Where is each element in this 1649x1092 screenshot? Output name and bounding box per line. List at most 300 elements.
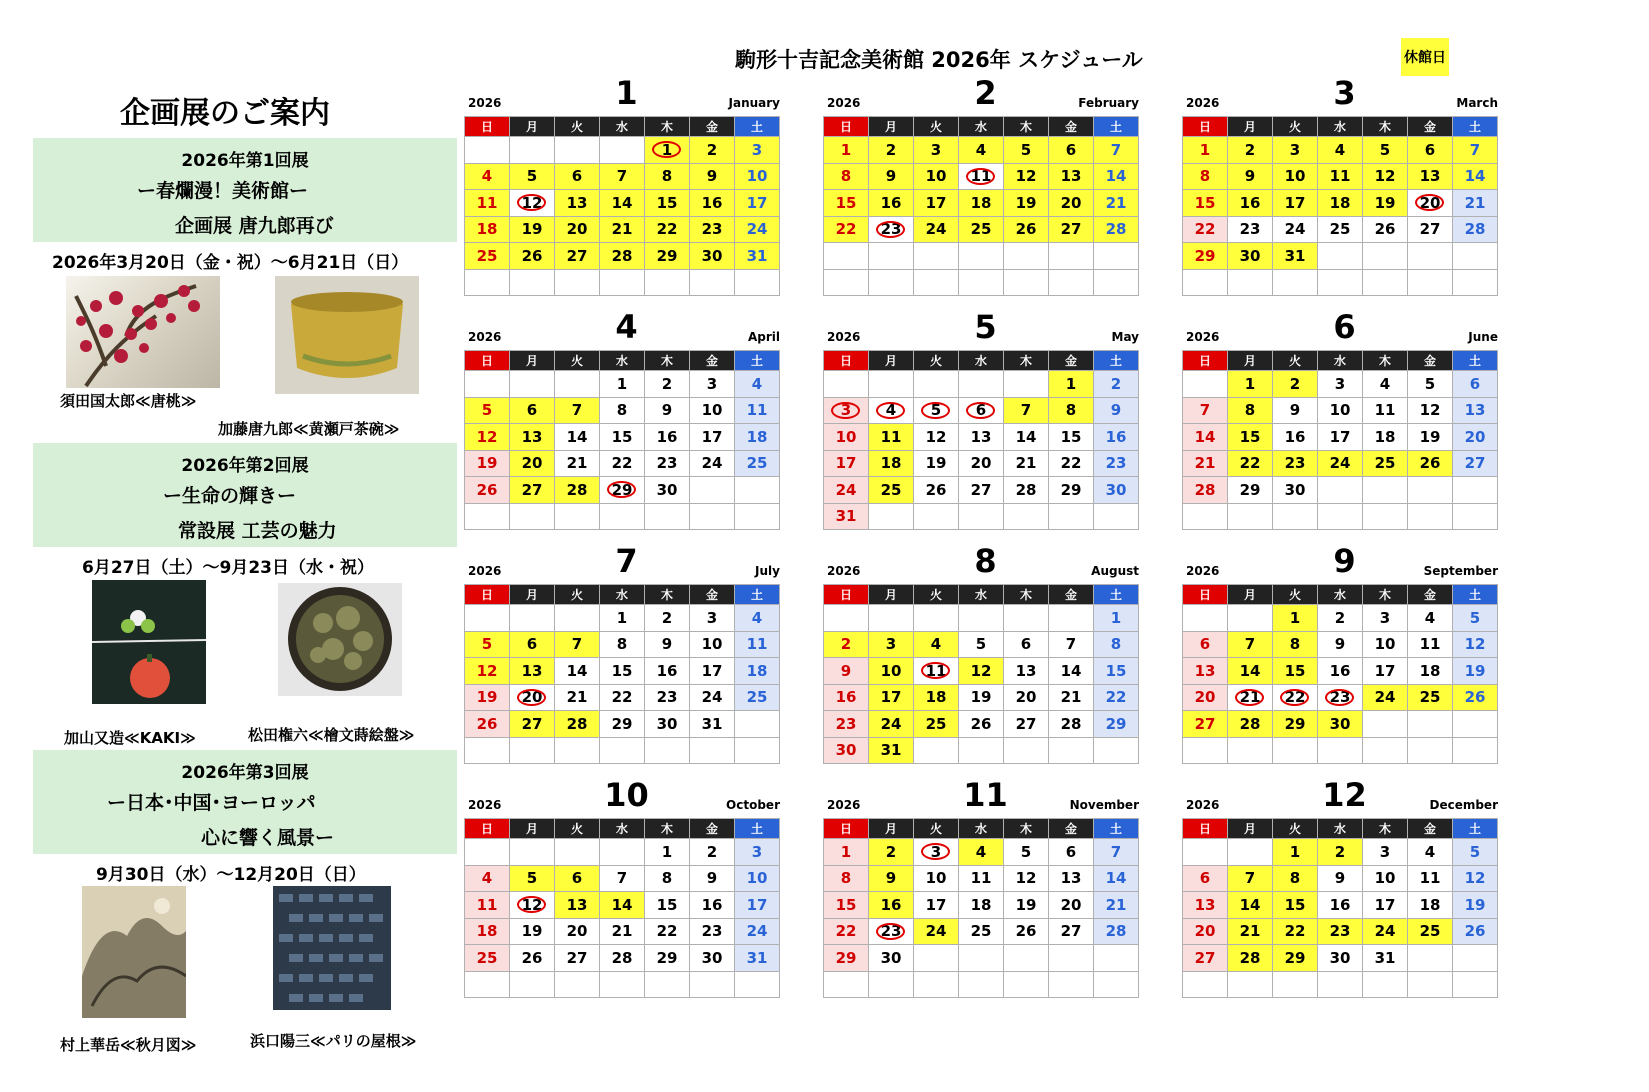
calendar-day: 31 bbox=[735, 243, 780, 270]
calendar-day: 23 bbox=[824, 711, 869, 738]
calendar-day: 8 bbox=[645, 866, 690, 893]
calendar-day: 20 bbox=[1453, 424, 1498, 451]
calendar-day: 19 bbox=[510, 919, 555, 946]
calendar-day: 14 bbox=[1094, 164, 1139, 191]
weekday-header: 木 bbox=[1004, 351, 1049, 371]
artwork-1-caption: 須田国太郎≪唐桃≫ bbox=[60, 392, 197, 410]
calendar-day: 27 bbox=[1453, 451, 1498, 478]
calendar-empty-cell bbox=[1363, 270, 1408, 297]
calendar-empty-cell bbox=[690, 972, 735, 999]
calendar-empty-cell bbox=[1049, 270, 1094, 297]
calendar-empty-cell bbox=[869, 371, 914, 398]
weekday-header: 火 bbox=[1273, 351, 1318, 371]
calendar-day: 7 bbox=[1004, 398, 1049, 425]
weekday-header: 日 bbox=[465, 117, 510, 137]
weekday-header: 月 bbox=[1228, 585, 1273, 605]
calendar-day: 16 bbox=[690, 190, 735, 217]
calendar-day: 28 bbox=[555, 477, 600, 504]
month-number: 9 bbox=[1333, 542, 1356, 580]
calendar-day: 28 bbox=[1004, 477, 1049, 504]
calendar-day: 22 bbox=[824, 217, 869, 244]
calendar-day: 8 bbox=[824, 866, 869, 893]
month-1-calendar bbox=[464, 74, 780, 293]
weekday-header: 金 bbox=[690, 351, 735, 371]
calendar-day: 20 bbox=[1049, 190, 1094, 217]
weekday-header: 土 bbox=[735, 819, 780, 839]
calendar-day: 21 bbox=[600, 217, 645, 244]
calendar-empty-cell bbox=[1363, 504, 1408, 531]
calendar-day: 25 bbox=[735, 685, 780, 712]
weekday-header: 金 bbox=[1049, 819, 1094, 839]
month-number: 12 bbox=[1322, 776, 1367, 814]
calendar-empty-cell bbox=[914, 504, 959, 531]
calendar-empty-cell bbox=[510, 504, 555, 531]
calendar-empty-cell bbox=[465, 137, 510, 164]
calendar-day: 2 bbox=[869, 137, 914, 164]
calendar-empty-cell bbox=[465, 738, 510, 765]
weekday-header: 月 bbox=[1228, 819, 1273, 839]
calendar-empty-cell bbox=[914, 371, 959, 398]
calendar-day: 1 bbox=[645, 839, 690, 866]
calendar-day: 7 bbox=[1183, 398, 1228, 425]
calendar-empty-cell bbox=[1049, 605, 1094, 632]
calendar-day: 21 bbox=[555, 685, 600, 712]
calendar-day: 13 bbox=[1183, 658, 1228, 685]
month-year-label: 2026 bbox=[827, 330, 861, 344]
calendar-day: 7 bbox=[1228, 866, 1273, 893]
weekday-header: 日 bbox=[824, 351, 869, 371]
calendar-day: 19 bbox=[1004, 892, 1049, 919]
calendar-empty-cell bbox=[1004, 504, 1049, 531]
calendar-day: 7 bbox=[600, 164, 645, 191]
calendar-day: 22 bbox=[1183, 217, 1228, 244]
calendar-day: 27 bbox=[1183, 945, 1228, 972]
calendar-empty-cell bbox=[1363, 972, 1408, 999]
calendar-day: 20 bbox=[510, 451, 555, 478]
calendar-empty-cell bbox=[959, 605, 1004, 632]
calendar-empty-cell bbox=[735, 477, 780, 504]
calendar-empty-cell bbox=[735, 270, 780, 297]
calendar-empty-cell bbox=[510, 839, 555, 866]
calendar-day: 26 bbox=[1004, 217, 1049, 244]
calendar-day: 9 bbox=[1318, 866, 1363, 893]
calendar-empty-cell bbox=[1004, 972, 1049, 999]
weekday-header: 土 bbox=[1453, 351, 1498, 371]
calendar-empty-cell bbox=[1408, 711, 1453, 738]
calendar-day: 19 bbox=[1363, 190, 1408, 217]
calendar-day: 30 bbox=[690, 945, 735, 972]
calendar-empty-cell bbox=[1004, 605, 1049, 632]
calendar-empty-cell bbox=[1318, 504, 1363, 531]
calendar-day: 27 bbox=[1049, 919, 1094, 946]
month-year-label: 2026 bbox=[827, 96, 861, 110]
weekday-header: 水 bbox=[600, 117, 645, 137]
weekday-header: 日 bbox=[1183, 351, 1228, 371]
calendar-day: 20 bbox=[1049, 892, 1094, 919]
exhibition-1-title: 企画展 唐九郎再び bbox=[175, 215, 334, 237]
calendar-empty-cell bbox=[1273, 270, 1318, 297]
month-english-name: February bbox=[1078, 96, 1139, 110]
calendar-empty-cell bbox=[959, 738, 1004, 765]
calendar-day: 25 bbox=[869, 477, 914, 504]
calendar-day: 1 bbox=[600, 371, 645, 398]
calendar-day: 11 bbox=[914, 658, 959, 685]
calendar-day: 22 bbox=[600, 451, 645, 478]
calendar-day: 1 bbox=[600, 605, 645, 632]
calendar-day: 30 bbox=[869, 945, 914, 972]
exhibition-2-number: 2026年第2回展 bbox=[181, 456, 309, 476]
calendar-day: 6 bbox=[510, 632, 555, 659]
calendar-day: 11 bbox=[465, 892, 510, 919]
calendar-day: 10 bbox=[735, 164, 780, 191]
calendar-day: 13 bbox=[959, 424, 1004, 451]
calendar-empty-cell bbox=[869, 243, 914, 270]
calendar-day: 16 bbox=[645, 658, 690, 685]
calendar-day: 18 bbox=[1408, 892, 1453, 919]
calendar-day: 17 bbox=[735, 892, 780, 919]
calendar-day: 27 bbox=[1408, 217, 1453, 244]
calendar-day: 26 bbox=[1408, 451, 1453, 478]
calendar-day: 31 bbox=[1273, 243, 1318, 270]
calendar-empty-cell bbox=[1228, 605, 1273, 632]
artwork-kiseto-teabowl-image bbox=[275, 276, 419, 394]
calendar-empty-cell bbox=[1363, 738, 1408, 765]
calendar-day: 17 bbox=[1363, 658, 1408, 685]
calendar-day: 18 bbox=[1363, 424, 1408, 451]
calendar-day: 18 bbox=[1408, 658, 1453, 685]
calendar-empty-cell bbox=[1049, 972, 1094, 999]
calendar-day: 5 bbox=[1004, 839, 1049, 866]
calendar-day: 29 bbox=[824, 945, 869, 972]
calendar-day: 20 bbox=[1183, 685, 1228, 712]
calendar-day: 28 bbox=[555, 711, 600, 738]
calendar-day: 29 bbox=[600, 477, 645, 504]
calendar-empty-cell bbox=[510, 972, 555, 999]
calendar-day: 31 bbox=[1363, 945, 1408, 972]
calendar-day: 5 bbox=[914, 398, 959, 425]
calendar-empty-cell bbox=[735, 504, 780, 531]
calendar-empty-cell bbox=[1453, 504, 1498, 531]
calendar-day: 15 bbox=[1273, 892, 1318, 919]
calendar-day: 5 bbox=[1004, 137, 1049, 164]
calendar-day: 14 bbox=[555, 424, 600, 451]
calendar-day: 26 bbox=[465, 477, 510, 504]
calendar-day: 12 bbox=[510, 892, 555, 919]
calendar-day: 8 bbox=[1228, 398, 1273, 425]
calendar-day: 19 bbox=[1004, 190, 1049, 217]
weekday-header: 月 bbox=[510, 351, 555, 371]
calendar-day: 27 bbox=[1049, 217, 1094, 244]
calendar-day: 15 bbox=[824, 190, 869, 217]
weekday-header: 金 bbox=[690, 117, 735, 137]
calendar-empty-cell bbox=[1318, 270, 1363, 297]
calendar-empty-cell bbox=[465, 605, 510, 632]
month-year-label: 2026 bbox=[1186, 798, 1220, 812]
calendar-empty-cell bbox=[1408, 945, 1453, 972]
calendar-empty-cell bbox=[1004, 945, 1049, 972]
calendar-empty-cell bbox=[510, 371, 555, 398]
calendar-day: 18 bbox=[1318, 190, 1363, 217]
calendar-empty-cell bbox=[735, 711, 780, 738]
calendar-empty-cell bbox=[1004, 270, 1049, 297]
calendar-day: 14 bbox=[1228, 892, 1273, 919]
calendar-day: 15 bbox=[824, 892, 869, 919]
calendar-day: 10 bbox=[690, 632, 735, 659]
calendar-day: 2 bbox=[1094, 371, 1139, 398]
weekday-header: 日 bbox=[824, 585, 869, 605]
exhibition-2-dates: 6月27日（土）～9月23日（水・祝） bbox=[82, 558, 374, 578]
weekday-header: 水 bbox=[1318, 117, 1363, 137]
calendar-empty-cell bbox=[555, 738, 600, 765]
calendar-empty-cell bbox=[959, 270, 1004, 297]
calendar-empty-cell bbox=[959, 945, 1004, 972]
calendar-empty-cell bbox=[1363, 243, 1408, 270]
calendar-day: 21 bbox=[1453, 190, 1498, 217]
calendar-day: 14 bbox=[1228, 658, 1273, 685]
calendar-day: 4 bbox=[1408, 839, 1453, 866]
calendar-day: 19 bbox=[914, 451, 959, 478]
calendar-day: 30 bbox=[1228, 243, 1273, 270]
calendar-empty-cell bbox=[600, 972, 645, 999]
exhibition-3-title: 心に響く風景ー bbox=[201, 827, 335, 849]
calendar-empty-cell bbox=[1049, 738, 1094, 765]
calendar-day: 12 bbox=[1363, 164, 1408, 191]
calendar-day: 23 bbox=[869, 217, 914, 244]
calendar-day: 12 bbox=[465, 658, 510, 685]
calendar-empty-cell bbox=[1453, 243, 1498, 270]
calendar-day: 1 bbox=[1094, 605, 1139, 632]
calendar-empty-cell bbox=[1318, 972, 1363, 999]
month-year-label: 2026 bbox=[827, 798, 861, 812]
calendar-day: 21 bbox=[600, 919, 645, 946]
calendar-day: 16 bbox=[1094, 424, 1139, 451]
calendar-day: 10 bbox=[1273, 164, 1318, 191]
artwork-kaki-image bbox=[92, 580, 206, 704]
calendar-day: 4 bbox=[914, 632, 959, 659]
calendar-day: 21 bbox=[555, 451, 600, 478]
calendar-day: 9 bbox=[1094, 398, 1139, 425]
calendar-day: 14 bbox=[600, 892, 645, 919]
calendar-day: 20 bbox=[1004, 685, 1049, 712]
calendar-day: 28 bbox=[600, 243, 645, 270]
calendar-empty-cell bbox=[735, 738, 780, 765]
calendar-empty-cell bbox=[600, 738, 645, 765]
month-number: 2 bbox=[974, 74, 997, 112]
calendar-day: 6 bbox=[959, 398, 1004, 425]
calendar-day: 13 bbox=[1004, 658, 1049, 685]
weekday-header: 水 bbox=[600, 351, 645, 371]
calendar-day: 4 bbox=[465, 164, 510, 191]
weekday-header: 木 bbox=[1363, 819, 1408, 839]
calendar-day: 19 bbox=[1453, 658, 1498, 685]
calendar-day: 2 bbox=[690, 839, 735, 866]
artwork-4-caption: 松田権六≪檜文蒔絵盤≫ bbox=[248, 726, 415, 744]
calendar-empty-cell bbox=[1183, 504, 1228, 531]
calendar-day: 22 bbox=[1273, 685, 1318, 712]
calendar-day: 30 bbox=[645, 711, 690, 738]
calendar-empty-cell bbox=[555, 270, 600, 297]
calendar-day: 19 bbox=[510, 217, 555, 244]
artwork-2-caption: 加藤唐九郎≪黄瀬戸茶碗≫ bbox=[218, 420, 400, 438]
calendar-day: 22 bbox=[1094, 685, 1139, 712]
month-english-name: May bbox=[1111, 330, 1139, 344]
calendar-empty-cell bbox=[1004, 243, 1049, 270]
calendar-day: 29 bbox=[645, 243, 690, 270]
weekday-header: 木 bbox=[1363, 351, 1408, 371]
calendar-day: 4 bbox=[1318, 137, 1363, 164]
calendar-day: 9 bbox=[1318, 632, 1363, 659]
calendar-empty-cell bbox=[1273, 504, 1318, 531]
calendar-day: 29 bbox=[600, 711, 645, 738]
weekday-header: 土 bbox=[1094, 351, 1139, 371]
calendar-day: 1 bbox=[645, 137, 690, 164]
weekday-header: 木 bbox=[1363, 585, 1408, 605]
month-grid bbox=[464, 350, 780, 530]
calendar-day: 13 bbox=[1049, 866, 1094, 893]
calendar-empty-cell bbox=[914, 738, 959, 765]
calendar-day: 16 bbox=[1273, 424, 1318, 451]
calendar-day: 19 bbox=[465, 451, 510, 478]
calendar-day: 24 bbox=[914, 217, 959, 244]
weekday-header: 水 bbox=[959, 585, 1004, 605]
calendar-day: 24 bbox=[1363, 919, 1408, 946]
weekday-header: 火 bbox=[914, 351, 959, 371]
calendar-empty-cell bbox=[1094, 972, 1139, 999]
month-11-calendar bbox=[823, 776, 1139, 995]
weekday-header: 月 bbox=[510, 585, 555, 605]
calendar-day: 16 bbox=[1318, 892, 1363, 919]
exhibition-guide-title: 企画展のご案内 bbox=[120, 96, 330, 131]
calendar-day: 1 bbox=[1273, 839, 1318, 866]
calendar-day: 11 bbox=[1408, 632, 1453, 659]
calendar-empty-cell bbox=[1049, 243, 1094, 270]
calendar-day: 19 bbox=[465, 685, 510, 712]
weekday-header: 日 bbox=[465, 819, 510, 839]
calendar-day: 10 bbox=[824, 424, 869, 451]
calendar-empty-cell bbox=[914, 270, 959, 297]
month-grid bbox=[823, 116, 1139, 296]
calendar-day: 20 bbox=[1183, 919, 1228, 946]
calendar-day: 23 bbox=[869, 919, 914, 946]
calendar-day: 21 bbox=[1183, 451, 1228, 478]
weekday-header: 日 bbox=[465, 351, 510, 371]
calendar-day: 26 bbox=[510, 243, 555, 270]
weekday-header: 木 bbox=[1004, 819, 1049, 839]
calendar-empty-cell bbox=[1183, 270, 1228, 297]
calendar-day: 13 bbox=[1453, 398, 1498, 425]
artwork-hinoki-tray-image bbox=[278, 583, 402, 696]
calendar-day: 21 bbox=[1094, 892, 1139, 919]
calendar-day: 9 bbox=[690, 866, 735, 893]
calendar-day: 11 bbox=[959, 164, 1004, 191]
calendar-empty-cell bbox=[1183, 839, 1228, 866]
calendar-day: 4 bbox=[1363, 371, 1408, 398]
calendar-day: 22 bbox=[1228, 451, 1273, 478]
calendar-day: 13 bbox=[510, 424, 555, 451]
calendar-day: 15 bbox=[645, 190, 690, 217]
weekday-header: 水 bbox=[1318, 819, 1363, 839]
calendar-day: 28 bbox=[1049, 711, 1094, 738]
calendar-day: 26 bbox=[510, 945, 555, 972]
calendar-day: 22 bbox=[1273, 919, 1318, 946]
calendar-day: 1 bbox=[1228, 371, 1273, 398]
calendar-day: 4 bbox=[465, 866, 510, 893]
calendar-day: 10 bbox=[869, 658, 914, 685]
weekday-header: 木 bbox=[645, 117, 690, 137]
calendar-day: 28 bbox=[1453, 217, 1498, 244]
calendar-day: 25 bbox=[959, 217, 1004, 244]
exhibition-1-number: 2026年第1回展 bbox=[181, 151, 309, 171]
calendar-day: 29 bbox=[1273, 711, 1318, 738]
calendar-day: 27 bbox=[555, 243, 600, 270]
calendar-day: 2 bbox=[824, 632, 869, 659]
calendar-empty-cell bbox=[555, 137, 600, 164]
weekday-header: 火 bbox=[914, 819, 959, 839]
calendar-day: 12 bbox=[1453, 866, 1498, 893]
calendar-empty-cell bbox=[869, 504, 914, 531]
calendar-day: 20 bbox=[555, 217, 600, 244]
calendar-day: 30 bbox=[690, 243, 735, 270]
calendar-day: 30 bbox=[645, 477, 690, 504]
calendar-empty-cell bbox=[555, 504, 600, 531]
calendar-day: 12 bbox=[1004, 866, 1049, 893]
calendar-day: 24 bbox=[914, 919, 959, 946]
artwork-5-caption: 村上華岳≪秋月図≫ bbox=[60, 1036, 197, 1054]
calendar-day: 10 bbox=[735, 866, 780, 893]
month-year-label: 2026 bbox=[468, 96, 502, 110]
calendar-day: 18 bbox=[914, 685, 959, 712]
calendar-day: 13 bbox=[1183, 892, 1228, 919]
calendar-day: 14 bbox=[1183, 424, 1228, 451]
calendar-day: 11 bbox=[735, 398, 780, 425]
calendar-empty-cell bbox=[600, 270, 645, 297]
calendar-day: 1 bbox=[824, 137, 869, 164]
calendar-day: 15 bbox=[1183, 190, 1228, 217]
calendar-empty-cell bbox=[1228, 270, 1273, 297]
calendar-day: 12 bbox=[510, 190, 555, 217]
weekday-header: 金 bbox=[1049, 117, 1094, 137]
calendar-day: 24 bbox=[1318, 451, 1363, 478]
artwork-6-caption: 浜口陽三≪パリの屋根≫ bbox=[250, 1032, 417, 1050]
calendar-day: 7 bbox=[1094, 839, 1139, 866]
calendar-day: 24 bbox=[690, 685, 735, 712]
calendar-empty-cell bbox=[869, 270, 914, 297]
month-2-calendar bbox=[823, 74, 1139, 293]
calendar-day: 5 bbox=[1453, 839, 1498, 866]
calendar-day: 21 bbox=[1004, 451, 1049, 478]
calendar-empty-cell bbox=[690, 270, 735, 297]
month-english-name: October bbox=[726, 798, 780, 812]
month-number: 7 bbox=[615, 542, 638, 580]
artwork-shugetsu-image bbox=[82, 886, 186, 1018]
calendar-empty-cell bbox=[735, 972, 780, 999]
month-grid bbox=[1182, 116, 1498, 296]
calendar-day: 18 bbox=[465, 217, 510, 244]
calendar-day: 26 bbox=[1363, 217, 1408, 244]
calendar-empty-cell bbox=[1408, 243, 1453, 270]
calendar-empty-cell bbox=[1453, 738, 1498, 765]
calendar-day: 29 bbox=[1183, 243, 1228, 270]
calendar-day: 9 bbox=[645, 632, 690, 659]
calendar-day: 14 bbox=[1453, 164, 1498, 191]
calendar-day: 24 bbox=[824, 477, 869, 504]
calendar-day: 7 bbox=[1453, 137, 1498, 164]
month-grid bbox=[1182, 350, 1498, 530]
calendar-day: 6 bbox=[1049, 839, 1094, 866]
calendar-day: 18 bbox=[959, 190, 1004, 217]
calendar-empty-cell bbox=[824, 972, 869, 999]
calendar-day: 19 bbox=[1453, 892, 1498, 919]
